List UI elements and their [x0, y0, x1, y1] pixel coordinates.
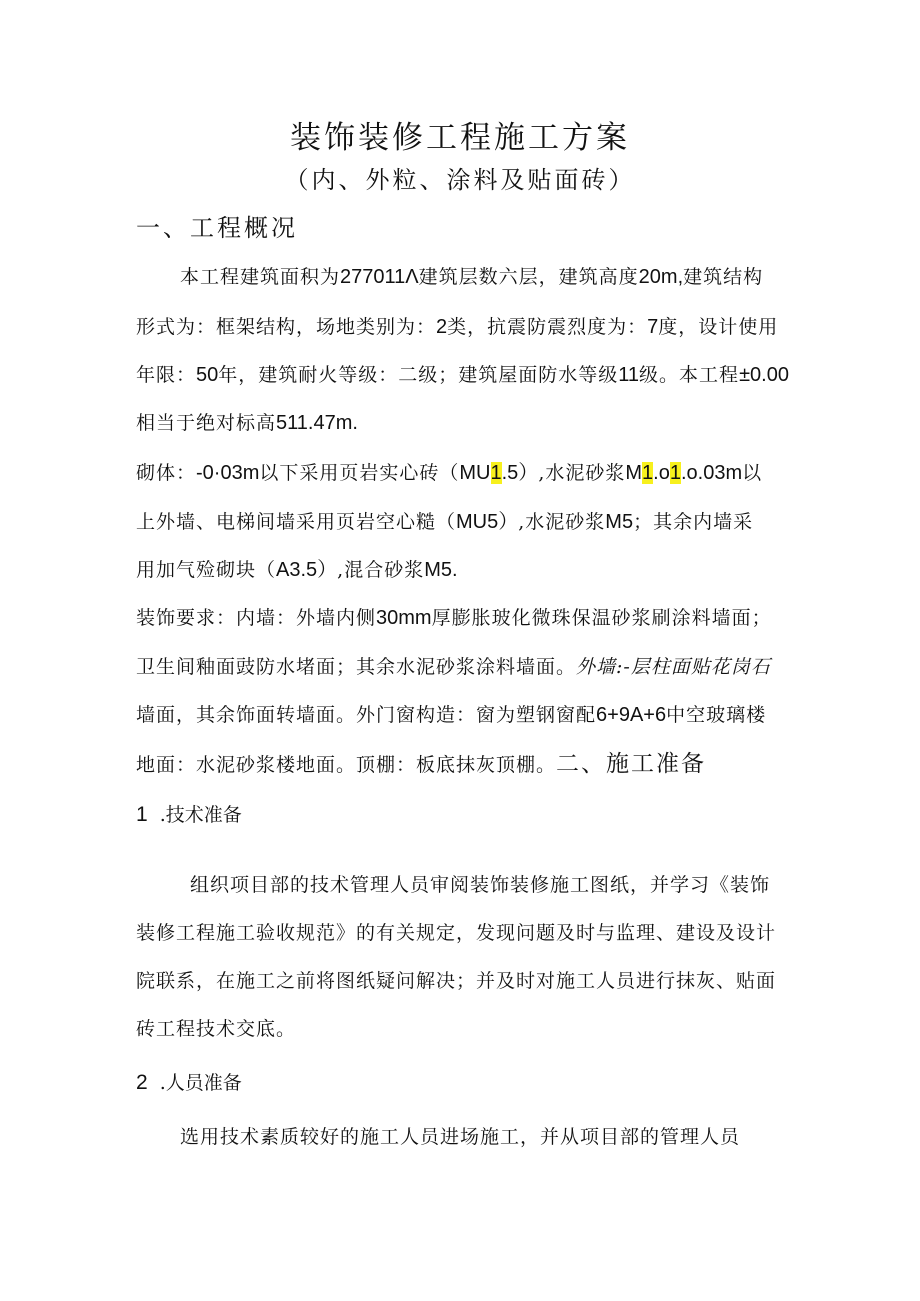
- text-run: 装饰要求：内墙：外墙内侧: [136, 607, 377, 629]
- masonry-line-1: [136, 456, 762, 485]
- text-run: 级。本工程: [639, 364, 740, 386]
- technical-line-1: 组织项目部的技术管理人员审阅装饰装修施工图纸，并学习《装饰: [190, 874, 771, 896]
- text-run: M: [625, 462, 643, 484]
- text-run: 建筑层数六层，建筑高度: [418, 266, 639, 288]
- text-run: 类，抗震防震烈度为：: [447, 316, 648, 338]
- text-run: ,水泥砂浆: [518, 511, 606, 533]
- personnel-line-1: 选用技术素质较好的施工人员进场施工，并从项目部的管理人员: [180, 1126, 741, 1148]
- text-run: 6+9A+6: [596, 704, 667, 726]
- subsection-heading-technical: [136, 800, 242, 827]
- subsection-label: .人员准备: [159, 1072, 242, 1094]
- highlighted-text: 1: [490, 462, 502, 484]
- masonry-line-2: [136, 505, 753, 534]
- text-run: 卫生间釉面豉防水堵面；其余水泥砂浆涂料墙面。: [136, 656, 577, 678]
- text-run: 厚膨胀玻化微珠保温砂浆刷涂料墙面；: [431, 607, 772, 629]
- text-run: 年，建筑耐火等级：二级；建筑屋面防水等级: [218, 364, 619, 386]
- technical-line-2: 装修工程施工验收规范》的有关规定，发现问题及时与监理、建设及设计: [136, 922, 777, 944]
- section-heading-overview: 一、工程概况: [136, 214, 298, 242]
- text-run: 年限：: [136, 364, 197, 386]
- text-run: M5.: [424, 559, 458, 581]
- subsection-number: 1: [136, 803, 148, 826]
- document-subtitle: （内、外粒、涂料及贴面砖）: [284, 166, 636, 194]
- text-run: 墙面，其余饰面转墙面。外门窗构造：窗为塑钢窗配: [136, 704, 597, 726]
- masonry-line-3: [136, 553, 458, 582]
- waterproof-grade-value: 11: [618, 364, 640, 386]
- elevation-zero-value: ±0.00: [739, 364, 789, 386]
- design-life-value: 50: [196, 364, 219, 386]
- text-run: 以下采用页岩实心砖（: [259, 462, 460, 484]
- text-run: -0·03m: [196, 462, 260, 484]
- text-run: 形式为：框架结构，场地类别为：: [136, 316, 437, 338]
- text-run: 本工程建筑面积为: [180, 266, 341, 288]
- subsection-number: 2: [136, 1071, 148, 1094]
- subsection-heading-personnel: [136, 1068, 242, 1095]
- subsection-label: .技术准备: [159, 804, 242, 826]
- text-run: 30mm: [376, 607, 432, 629]
- text-run: A3.5）: [276, 559, 338, 581]
- text-run: MU5）: [456, 511, 519, 533]
- text-run: 砌体：: [136, 462, 197, 484]
- text-run: 用加气殓砌块（: [136, 559, 277, 581]
- overview-line-2: [136, 312, 778, 339]
- site-class-value: 2: [436, 316, 448, 338]
- overview-line-3: [136, 360, 789, 387]
- document-title: 装饰装修工程施工方案: [290, 120, 630, 156]
- text-run: ；其余内墙采: [633, 511, 754, 533]
- text-run: 地面：水泥砂浆楼地面。顶棚：板底抹灰顶棚。: [136, 754, 557, 776]
- text-run: M5: [605, 511, 634, 533]
- highlighted-text: 1: [642, 462, 654, 484]
- text-run: 中空玻璃楼: [666, 704, 767, 726]
- text-run: 建筑结构: [683, 266, 764, 288]
- text-run: .5）: [501, 462, 539, 484]
- highlighted-text: 1: [669, 462, 681, 484]
- text-run: 外墙:-层柱面贴花岗石: [576, 656, 771, 678]
- section-heading-preparation: 二、施工准备: [556, 751, 707, 777]
- absolute-elevation-value: 511.47m.: [276, 412, 358, 434]
- text-run: 以: [742, 462, 763, 484]
- decoration-line-3: [136, 700, 766, 727]
- technical-line-3: 院联系，在施工之前将图纸疑问解决；并及时对施工人员进行抹灰、贴面: [136, 970, 777, 992]
- text-run: .o.03m: [680, 462, 743, 484]
- text-run: MU: [459, 462, 491, 484]
- overview-line-4: [136, 408, 358, 435]
- decoration-line-2: [136, 652, 771, 679]
- decoration-line-1: [136, 603, 772, 630]
- seismic-value: 7: [647, 316, 659, 338]
- decoration-line-4: [136, 745, 706, 778]
- area-value: 277011Λ: [340, 266, 419, 288]
- text-run: 度，设计使用: [658, 316, 779, 338]
- text-run: .o: [653, 462, 670, 484]
- overview-line-1: [180, 262, 763, 289]
- text-run: 上外墙、电梯间墙采用页岩空心糙（: [136, 511, 457, 533]
- height-value: 20m,: [638, 266, 684, 288]
- text-run: ,水泥砂浆: [538, 462, 626, 484]
- technical-line-4: 砖工程技术交底。: [136, 1018, 297, 1040]
- text-run: 相当于绝对标高: [136, 412, 277, 434]
- text-run: ,混合砂浆: [337, 559, 425, 581]
